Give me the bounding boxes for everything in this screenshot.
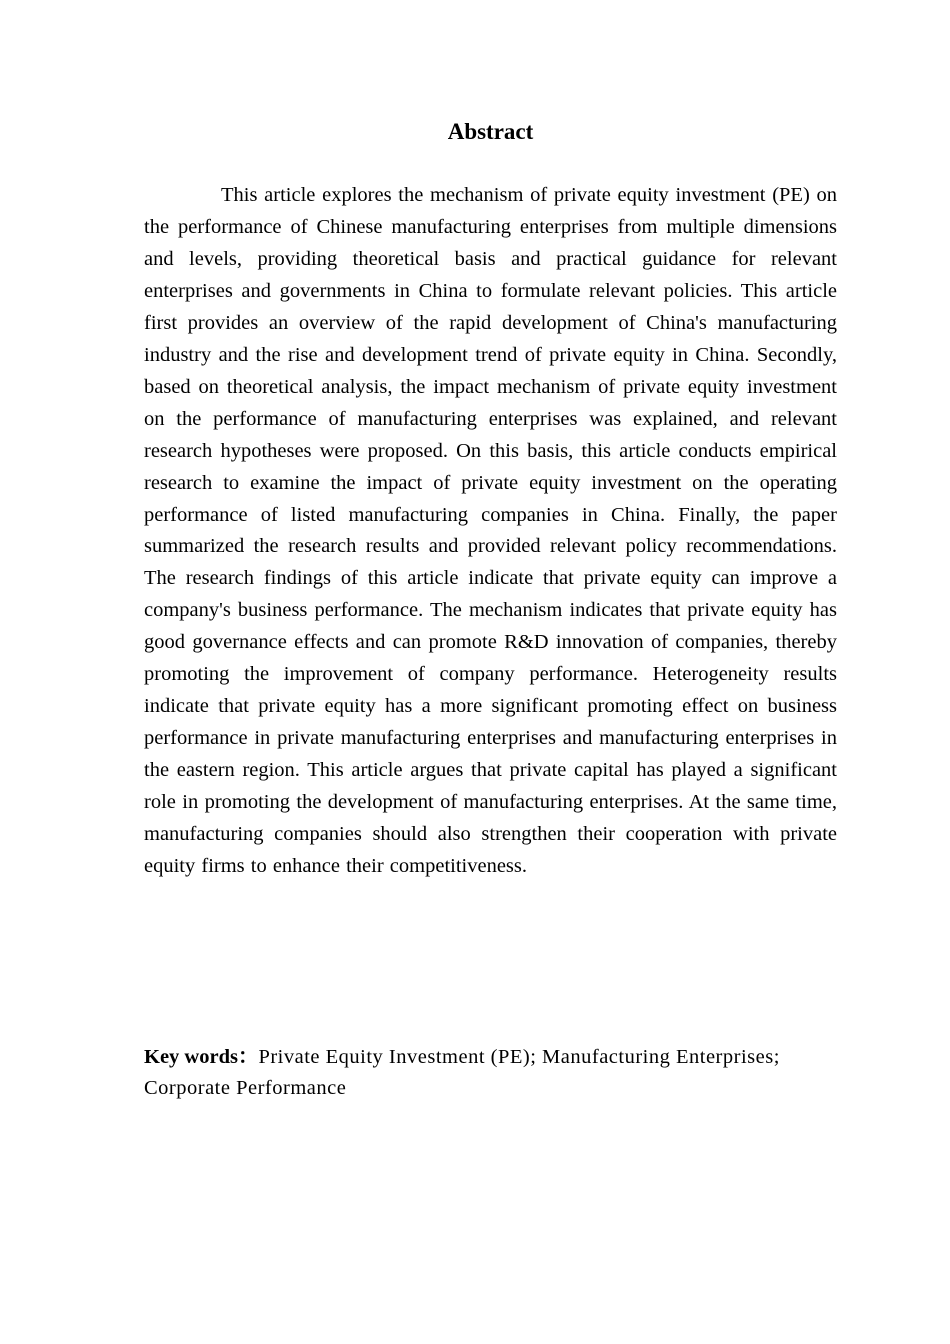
keywords-label: Key words： [144,1046,259,1068]
keywords-paragraph [144,1042,837,1104]
abstract-body: This article explores the mechanism of private equity investment (PE) on the performance of Chinese manufacturing enterprises from multiple dimensions and levels, providing theoretical basis and practical guidance for relevant enterprises and governments in China to formulate relevant policies. This article first provides an overview of the rapid development of China's manufacturing industry and the rise and development trend of private equity in China. Secondly, based on theoretical analysis, the impact mechanism of private equity investment on the performance of manufacturing enterprises was explained, and relevant research hypotheses were proposed. On this basis, this article conducts empirical research to examine the impact of private equity investment on the operating performance of listed manufacturing companies in China. Finally, the paper summarized the research results and provided relevant policy recommendations. The research findings of this article indicate that private equity can improve a company's business performance. The mechanism indicates that private equity has good governance effects and can promote R&D innovation of companies, thereby promoting the improvement of company performance. Heterogeneity results indicate that private equity has a more significant promoting effect on business performance in private manufacturing enterprises and manufacturing enterprises in the eastern region. This article argues that private capital has played a significant role in promoting the development of manufacturing enterprises. At the same time, manufacturing companies should also strengthen their cooperation with private equity firms to enhance their competitiveness. [144,184,837,878]
abstract-title: Abstract [447,119,534,144]
keywords-text: Private Equity Investment (PE); Manufacturing Enterprises; Corporate Performance [144,1046,780,1099]
